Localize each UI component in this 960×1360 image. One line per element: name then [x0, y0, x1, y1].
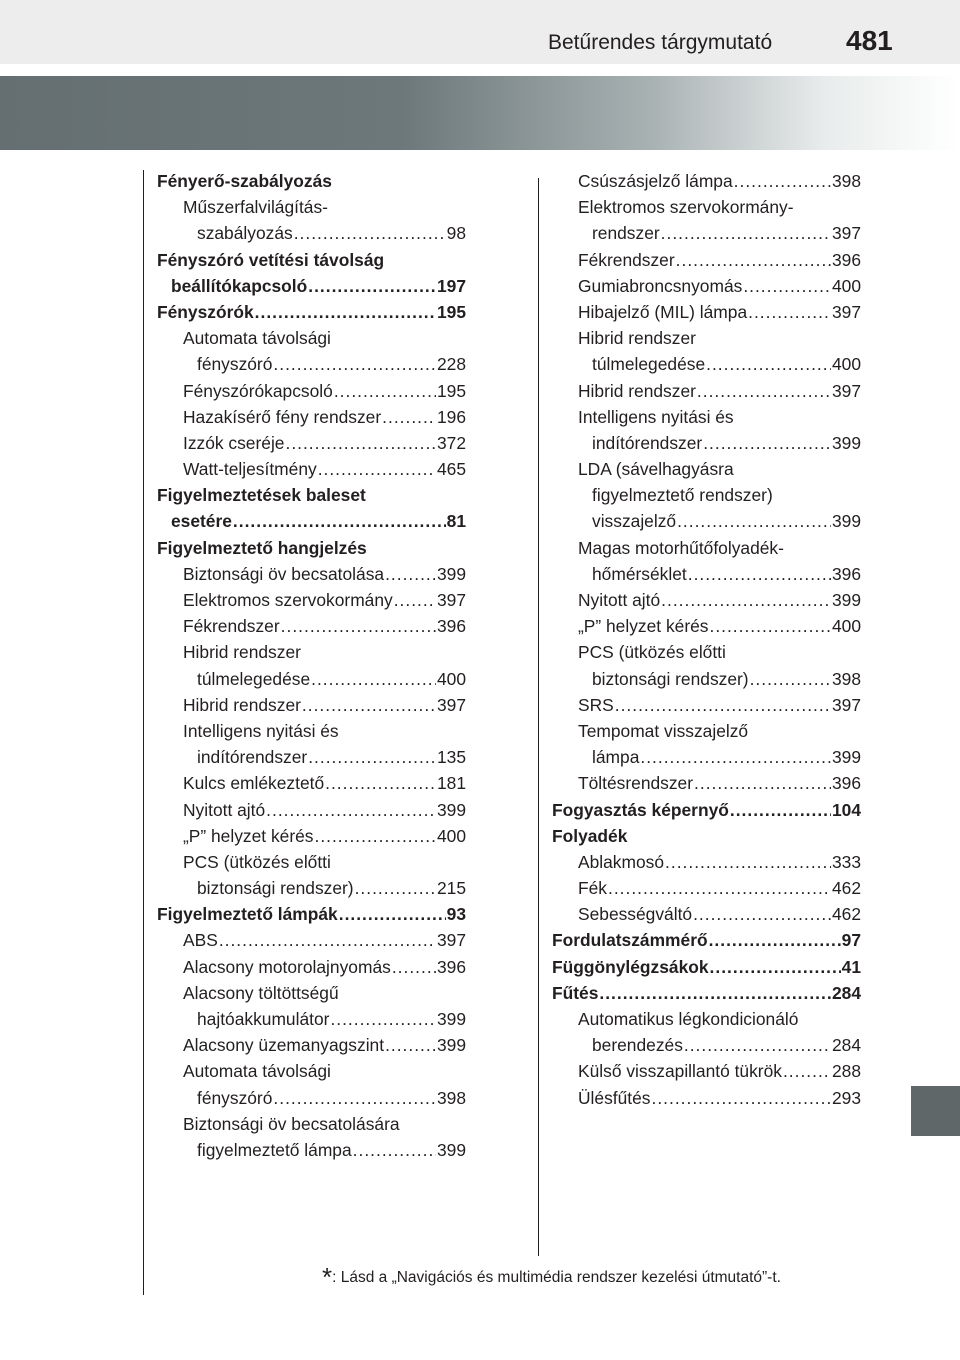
index-entry-text: Fűtés	[552, 982, 599, 1003]
index-entry-text: hajtóakkumulátor	[197, 1009, 330, 1029]
leader-dots	[703, 430, 831, 456]
index-entry-text: PCS (ütközés előtti	[183, 851, 331, 872]
index-entry-text: túlmelegedése	[592, 354, 706, 375]
index-entry	[157, 1085, 466, 1111]
leader-dots	[308, 744, 436, 770]
index-entry-text: Műszerfalvilágítás-	[183, 197, 328, 218]
index-entry-text: beállítókapcsoló	[171, 275, 308, 296]
index-entry-text: Ülésfűtés	[578, 1087, 651, 1108]
index-column-left	[157, 168, 466, 1163]
index-entry-text: Folyadék	[552, 825, 628, 846]
index-entry-text: Kulcs emlékeztető	[183, 773, 325, 794]
index-entry-page: 284	[831, 1035, 861, 1056]
leader-dots	[676, 247, 831, 273]
index-entry	[552, 561, 861, 587]
index-entry-text: Izzók cseréje	[183, 432, 285, 453]
index-entry-text: Biztonsági öv becsatolása	[183, 563, 385, 584]
index-entry	[157, 1006, 466, 1032]
leader-dots	[311, 666, 436, 692]
leader-dots	[219, 927, 436, 953]
page-number: 481	[846, 25, 893, 56]
leader-dots	[394, 587, 436, 613]
index-entry	[552, 273, 861, 299]
index-entry	[157, 1032, 466, 1058]
leader-dots	[748, 299, 831, 325]
index-entry-text: Hibrid rendszer	[183, 642, 301, 663]
index-entry-page: 196	[436, 406, 466, 427]
index-entry	[157, 980, 466, 1006]
index-entry-text: berendezés	[592, 1035, 683, 1056]
index-entry-page: 195	[436, 301, 466, 322]
index-entry-text: biztonsági rendszer)	[592, 668, 749, 689]
index-entry	[157, 482, 466, 508]
index-entry-page: 398	[436, 1087, 466, 1108]
index-entry	[552, 744, 861, 770]
index-entry-text: ABS	[183, 930, 218, 951]
leader-dots	[730, 797, 831, 823]
index-entry	[552, 535, 861, 561]
leader-dots	[615, 692, 831, 718]
leader-dots	[684, 1032, 831, 1058]
index-entry-page: 181	[436, 773, 466, 794]
index-entry	[157, 639, 466, 665]
index-entry-page: 397	[831, 301, 861, 322]
index-entry-page: 396	[436, 956, 466, 977]
index-entry	[157, 744, 466, 770]
index-entry-text: Alacsony motorolajnyomás	[183, 956, 391, 977]
index-entry-page: 396	[436, 616, 466, 637]
index-entry-text: Fordulatszámmérő	[552, 930, 708, 951]
index-entry-page: 399	[436, 1139, 466, 1160]
index-entry-text: Fényszórókapcsoló	[183, 380, 333, 401]
index-entry	[157, 1137, 466, 1163]
index-entry-text: visszajelző	[592, 511, 677, 532]
leader-dots	[273, 351, 436, 377]
index-entry-text: Nyitott ajtó	[578, 590, 661, 610]
index-entry-text: esetére	[171, 511, 232, 532]
index-entry	[157, 168, 466, 194]
leader-dots	[385, 1032, 436, 1058]
index-entry-page: 399	[436, 799, 466, 820]
index-entry	[552, 980, 861, 1006]
leader-dots	[661, 587, 831, 613]
index-entry-text: rendszer	[592, 223, 660, 244]
index-entry-text: Fényerő-szabályozás	[157, 171, 332, 191]
leader-dots	[325, 770, 436, 796]
index-entry	[157, 299, 466, 325]
index-entry-page: 195	[436, 380, 466, 401]
index-entry-page: 93	[446, 904, 466, 925]
leader-dots	[294, 220, 446, 246]
index-entry-text: Ablakmosó	[578, 851, 665, 872]
index-entry-page: 397	[831, 380, 861, 401]
index-entry	[157, 1058, 466, 1084]
index-entry	[552, 1032, 861, 1058]
index-entry-text: Automatikus légkondicionáló	[578, 1009, 799, 1029]
index-entry	[157, 1111, 466, 1137]
leader-dots	[382, 404, 436, 430]
index-entry	[552, 692, 861, 718]
leader-dots	[710, 954, 841, 980]
leader-dots	[281, 613, 436, 639]
index-entry	[157, 561, 466, 587]
index-entry-page: 98	[446, 223, 466, 244]
leader-dots	[706, 351, 831, 377]
index-entry-text: figyelmeztető rendszer)	[592, 485, 773, 506]
leader-dots	[677, 508, 831, 534]
index-entry	[157, 273, 466, 299]
index-entry	[552, 482, 861, 508]
index-entry	[157, 927, 466, 953]
index-entry-text: Biztonsági öv becsatolására	[183, 1113, 400, 1134]
index-entry-text: Figyelmeztető hangjelzés	[157, 537, 367, 558]
leader-dots	[599, 980, 831, 1006]
index-entry	[552, 168, 861, 194]
index-entry	[552, 194, 861, 220]
index-entry-text: LDA (sávelhagyásra	[578, 459, 734, 480]
leader-dots	[608, 875, 831, 901]
index-entry-text: fényszóró	[197, 354, 273, 375]
index-entry-page: 397	[831, 223, 861, 244]
index-entry	[157, 456, 466, 482]
leader-dots	[353, 1137, 436, 1163]
index-entry-text: Töltésrendszer	[578, 773, 694, 794]
index-entry-text: fényszóró	[197, 1087, 273, 1108]
index-entry-text: Függönylégzsákok	[552, 956, 709, 977]
index-entry-page: 104	[831, 799, 861, 820]
index-entry-text: Watt-teljesítmény	[183, 459, 317, 480]
index-entry	[552, 378, 861, 404]
index-entry	[157, 247, 466, 273]
index-entry-text: Hibajelző (MIL) lámpa	[578, 301, 748, 322]
index-entry	[552, 797, 861, 823]
leader-dots	[709, 927, 841, 953]
index-entry-text: Hibrid rendszer	[578, 328, 696, 349]
index-entry-text: Elektromos szervokormány-	[578, 197, 794, 218]
index-entry-text: indítórendszer	[592, 432, 703, 453]
leader-dots	[693, 901, 831, 927]
index-entry-text: SRS	[578, 694, 614, 715]
index-entry	[552, 639, 861, 665]
index-entry-text: Magas motorhűtőfolyadék-	[578, 537, 784, 558]
index-entry	[552, 456, 861, 482]
index-entry	[552, 823, 861, 849]
index-entry-text: túlmelegedése	[197, 668, 311, 689]
index-entry	[157, 351, 466, 377]
index-entry-page: 333	[831, 851, 861, 872]
index-entry-page: 397	[436, 694, 466, 715]
index-entry	[552, 325, 861, 351]
leader-dots	[318, 456, 436, 482]
index-entry-page: 284	[831, 982, 861, 1003]
index-entry-page: 400	[436, 825, 466, 846]
index-entry-page: 399	[831, 747, 861, 768]
index-entry	[157, 770, 466, 796]
leader-dots	[709, 613, 831, 639]
index-entry-page: 288	[831, 1061, 861, 1082]
index-entry	[157, 692, 466, 718]
chapter-thumb-tab	[911, 1086, 960, 1136]
index-entry	[552, 901, 861, 927]
index-entry-page: 399	[436, 1035, 466, 1056]
index-entry-text: Csúszásjelző lámpa	[578, 171, 733, 191]
index-entry	[157, 430, 466, 456]
index-entry	[552, 299, 861, 325]
index-entry	[157, 325, 466, 351]
index-entry-page: 197	[436, 275, 466, 296]
index-entry-page: 396	[831, 249, 861, 270]
index-entry	[157, 613, 466, 639]
index-entry	[552, 613, 861, 639]
index-entry-text: Hibrid rendszer	[183, 694, 301, 715]
index-entry	[552, 927, 861, 953]
leader-dots	[694, 770, 831, 796]
index-entry	[552, 849, 861, 875]
index-entry-page: 399	[831, 590, 861, 610]
index-entry-text: figyelmeztető lámpa	[197, 1139, 352, 1160]
leader-dots	[330, 1006, 436, 1032]
index-entry-text: Automata távolsági	[183, 328, 331, 349]
index-entry-text: szabályozás	[197, 223, 293, 244]
index-entry	[552, 220, 861, 246]
index-entry	[552, 1006, 861, 1032]
column-divider	[538, 178, 539, 1256]
index-entry-page: 293	[831, 1087, 861, 1108]
leader-dots	[285, 430, 436, 456]
index-entry	[157, 666, 466, 692]
leader-dots	[385, 561, 436, 587]
index-entry	[157, 849, 466, 875]
index-entry-text: Figyelmeztetések baleset	[157, 485, 366, 506]
index-entry-page: 399	[436, 1009, 466, 1029]
index-entry-text: Nyitott ajtó	[183, 799, 266, 820]
index-entry-text: „P” helyzet kérés	[183, 825, 314, 846]
leader-dots	[314, 823, 436, 849]
index-entry-text: biztonsági rendszer)	[197, 878, 354, 899]
leader-dots	[334, 378, 436, 404]
index-entry	[552, 1058, 861, 1084]
index-entry-page: 400	[831, 616, 861, 637]
index-entry	[157, 823, 466, 849]
index-entry-page: 462	[831, 904, 861, 925]
index-entry-page: 397	[436, 590, 466, 610]
page-header-bar	[0, 0, 960, 64]
index-entry	[157, 901, 466, 927]
index-entry	[157, 194, 466, 220]
index-entry-page: 396	[831, 563, 861, 584]
index-entry-text: Fékrendszer	[183, 616, 280, 637]
index-entry	[552, 430, 861, 456]
index-entry	[157, 378, 466, 404]
index-entry-page: 400	[831, 354, 861, 375]
index-entry	[552, 508, 861, 534]
index-entry-text: Figyelmeztető lámpák	[157, 904, 338, 925]
index-entry-page: 81	[446, 511, 466, 532]
leader-dots	[661, 220, 831, 246]
index-entry-text: Automata távolsági	[183, 1061, 331, 1082]
index-entry-page: 398	[831, 668, 861, 689]
index-entry	[552, 666, 861, 692]
index-entry-text: Gumiabroncsnyomás	[578, 275, 743, 296]
leader-dots	[266, 797, 436, 823]
leader-dots	[255, 299, 436, 325]
index-entry-text: lámpa	[592, 747, 640, 768]
index-entry-text: Fényszóró vetítési távolság	[157, 249, 385, 270]
index-entry-page: 397	[436, 930, 466, 951]
page-header-title: Betűrendes tárgymutató	[548, 31, 773, 54]
leader-dots	[665, 849, 831, 875]
index-entry-text: Külső visszapillantó tükrök	[578, 1061, 782, 1082]
index-column-right	[552, 168, 861, 1111]
leader-dots	[743, 273, 831, 299]
index-entry-page: 215	[436, 878, 466, 899]
left-margin-rule	[143, 170, 144, 1295]
index-entry-text: Alacsony töltöttségű	[183, 982, 339, 1003]
leader-dots	[233, 508, 446, 534]
index-entry	[552, 954, 861, 980]
leader-dots	[750, 666, 831, 692]
leader-dots	[697, 378, 831, 404]
index-entry-text: Intelligens nyitási és	[578, 406, 734, 427]
index-entry	[157, 404, 466, 430]
index-entry	[552, 718, 861, 744]
index-entry-text: Fék	[578, 878, 607, 899]
index-entry-text: Fékrendszer	[578, 249, 675, 270]
index-entry-page: 399	[831, 511, 861, 532]
index-entry-page: 462	[831, 878, 861, 899]
leader-dots	[308, 273, 436, 299]
footnote-marker: *	[322, 1262, 333, 1292]
section-banner	[0, 76, 960, 150]
index-entry-page: 399	[436, 563, 466, 584]
index-entry-text: indítórendszer	[197, 747, 308, 768]
index-entry-text: Hibrid rendszer	[578, 380, 696, 401]
index-entry-page: 97	[841, 930, 861, 951]
index-entry-text: Alacsony üzemanyagszint	[183, 1035, 385, 1056]
index-entry-text: „P” helyzet kérés	[578, 616, 709, 637]
leader-dots	[734, 168, 831, 194]
index-entry-page: 396	[831, 773, 861, 794]
index-entry-text: Hazakísérő fény rendszer	[183, 406, 382, 427]
index-entry-page: 135	[436, 747, 466, 768]
leader-dots	[688, 561, 831, 587]
index-entry-text: hőmérséklet	[592, 563, 687, 584]
index-entry	[552, 587, 861, 613]
index-entry	[157, 587, 466, 613]
index-entry	[552, 351, 861, 377]
index-entry	[552, 1085, 861, 1111]
index-entry	[552, 247, 861, 273]
index-entry-page: 398	[831, 171, 861, 191]
index-entry-page: 228	[436, 354, 466, 375]
index-entry-text: Intelligens nyitási és	[183, 720, 339, 741]
index-entry	[552, 404, 861, 430]
leader-dots	[339, 901, 446, 927]
leader-dots	[783, 1058, 831, 1084]
index-entry-page: 41	[841, 956, 861, 977]
leader-dots	[355, 875, 436, 901]
leader-dots	[273, 1085, 436, 1111]
index-entry-page: 465	[436, 459, 466, 480]
leader-dots	[652, 1085, 831, 1111]
footnote-text: : Lásd a „Navigációs és multimédia rendszer kezelési útmutató”-t.	[332, 1269, 781, 1286]
index-entry-page: 372	[436, 432, 466, 453]
index-entry	[157, 875, 466, 901]
footnote	[322, 1262, 781, 1293]
index-entry-text: Tempomat visszajelző	[578, 720, 749, 741]
index-entry	[157, 535, 466, 561]
index-entry-page: 397	[831, 694, 861, 715]
index-entry-text: Fényszórók	[157, 301, 254, 322]
index-entry-text: PCS (ütközés előtti	[578, 642, 726, 663]
index-entry	[157, 954, 466, 980]
index-entry	[157, 797, 466, 823]
index-entry	[157, 220, 466, 246]
leader-dots	[640, 744, 831, 770]
index-entry-page: 399	[831, 432, 861, 453]
index-entry	[157, 718, 466, 744]
index-entry-page: 400	[831, 275, 861, 296]
leader-dots	[392, 954, 436, 980]
index-entry	[157, 508, 466, 534]
index-entry-text: Fogyasztás képernyő	[552, 799, 729, 820]
index-entry	[552, 875, 861, 901]
index-entry-text: Sebességváltó	[578, 904, 693, 925]
index-entry-page: 400	[436, 668, 466, 689]
leader-dots	[302, 692, 436, 718]
index-entry-text: Elektromos szervokormány	[183, 590, 393, 610]
index-entry	[552, 770, 861, 796]
